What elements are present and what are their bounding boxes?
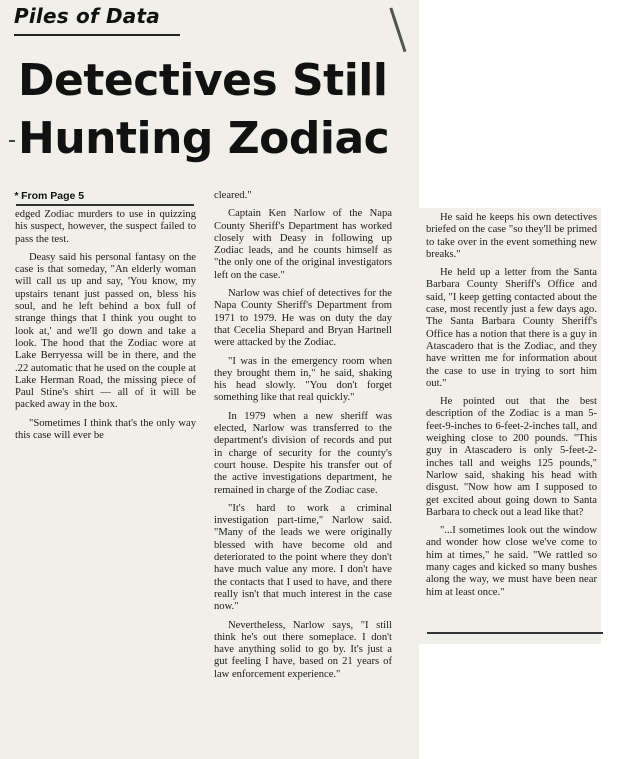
paragraph: In 1979 when a new sheriff was elected, Narlow was transferred to the department's division of records and put in charge of security for the county's court house. Despite his transfer out of the active investigations department, he remained in charge of the Zodiac case.: [214, 410, 392, 496]
kicker-rule: [14, 34, 180, 36]
headline-line-2: Hunting Zodiac: [18, 113, 390, 164]
paragraph: He pointed out that the best description of the Zodiac is a man 5-feet-9-inches to 6-feet-2-inches tall, and weighing close to 200 pounds. "This guy in Atascadero is only 5-feet-2-inches tall and weighs 125 pounds," Narlow said, shaking his head with disgust. "Now how am I supposed to get excited about going down to Santa Barbara to check out a lead like that?: [426, 396, 597, 518]
paragraph: Deasy said his personal fantasy on the case is that someday, "An elderly woman will call us up and say, 'You know, my upstairs tenant just passed on, bless his soul, and he left behind a box full of strange things that I think you ought to look at,' and we'll go down and take a look. The hood that the Zodiac wore at Lake Berryessa will be in there, and the .22 automatic that he used on the couple at Lake Herman Road, the missing piece of Paul Stine's shirt — all of it will be packed away in the box.: [15, 251, 196, 411]
jump-rule: [16, 204, 194, 206]
article-column-1: [15, 209, 196, 448]
paragraph: "...I sometimes look out the window and wonder how close we've come to him at times," he said. "We rattled so many cages and kicked so many bushes along the way, we must have been near him at least once.": [426, 525, 597, 598]
article-column-2: [214, 190, 392, 687]
paragraph: "It's hard to work a criminal investigation part-time," Narlow said. "Many of the leads we were originally blessed with have become old and deteriorated to the point where they don't have much value any more. I don't have the contacts that I used to have, and there really isn't that much interest in the case now.": [214, 502, 392, 613]
paragraph: cleared.": [214, 190, 252, 201]
headline-line-1: Detectives Still: [18, 55, 388, 106]
paragraph: "I was in the emergency room when they brought them in," he said, shaking his head slowly. "You don't forget something like that real quickly.": [214, 355, 392, 404]
paragraph: Nevertheless, Narlow says, "I still think he's out there someplace. I don't have anything solid to go by. It's just a gut feeling I have, based on 21 years of law enforcement experience.": [214, 619, 392, 680]
paragraph: Captain Ken Narlow of the Napa County Sheriff's Department has worked closely with Deasy in following up Zodiac leads, and he counts himself as "the only one of the original investigators left on the case.": [214, 208, 392, 281]
jump-label: From Page 5: [21, 190, 85, 202]
end-rule: [427, 632, 603, 634]
headline: [18, 52, 418, 168]
paragraph: Narlow was chief of detectives for the Napa County Sheriff's Department from 1971 to 1979. He was on duty the day that Cecelia Shepard and Bryan Hartnell were attacked by the Zodiac.: [214, 288, 392, 349]
paragraph: He said he keeps his own detectives briefed on the case "so they'll be primed to take over in the event something new breaks.": [426, 212, 597, 260]
paragraph: "Sometimes I think that's the only way this case will ever be: [15, 417, 196, 442]
jump-bullet: *: [14, 190, 19, 202]
paragraph: He held up a letter from the Santa Barbara County Sheriff's Office and said, "I keep getting contacted about the case, most recently just a few days ago. The Santa Barbara County Sheriff's Office has a notion that there is a guy in Atascadero that is the Zodiac, and they have written me for information about the case to use in trying to sort him out.": [426, 267, 597, 389]
paragraph: edged Zodiac murders to use in quizzing his suspect, however, the suspect failed to pass the test.: [15, 209, 196, 245]
article-column-3: [426, 212, 597, 605]
section-kicker: Piles of Data: [14, 4, 160, 28]
jump-line: [14, 190, 84, 202]
dash-mark: [9, 140, 15, 142]
